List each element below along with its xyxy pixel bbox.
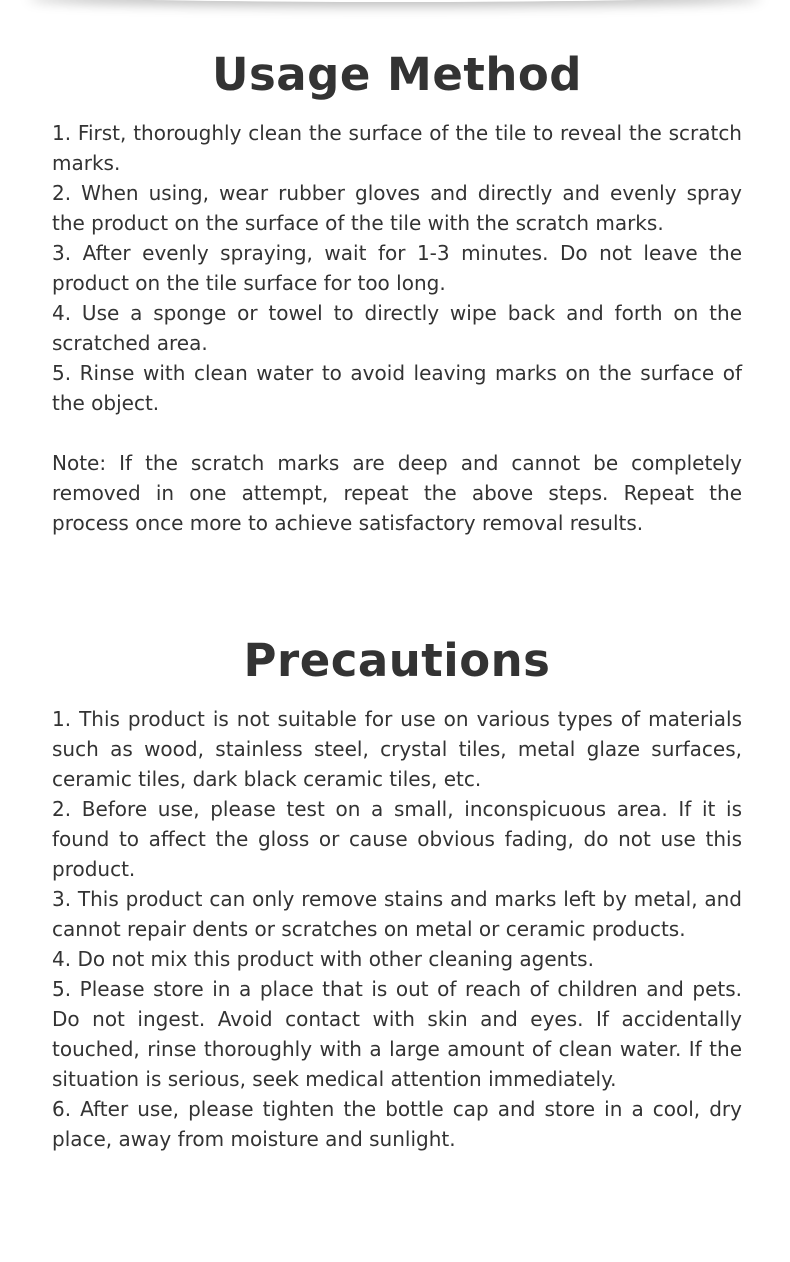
usage-step: 5. Rinse with clean water to avoid leaving marks on the surface of the object. bbox=[52, 361, 742, 415]
precautions-list bbox=[52, 704, 742, 1154]
usage-step: 4. Use a sponge or towel to directly wipe back and forth on the scratched area. bbox=[52, 301, 742, 355]
precaution-item: 5. Please store in a place that is out of reach of children and pets. Do not ingest. Avoid contact with skin and eyes. If accidentally touched, rinse thoroughly with a large amount of clean water. If the situation is serious, seek medical attention immediately. bbox=[52, 977, 742, 1091]
precaution-item: 1. This product is not suitable for use on various types of materials such as wood, stainless steel, crystal tiles, metal glaze surfaces, ceramic tiles, dark black ceramic tiles, etc. bbox=[52, 707, 742, 791]
precaution-item: 3. This product can only remove stains and marks left by metal, and cannot repair dents or scratches on metal or ceramic products. bbox=[52, 887, 742, 941]
precautions-title: Precautions bbox=[243, 634, 551, 687]
precaution-item: 6. After use, please tighten the bottle cap and store in a cool, dry place, away from moisture and sunlight. bbox=[52, 1097, 742, 1151]
usage-note: Note: If the scratch marks are deep and cannot be completely removed in one attempt, repeat the above steps. Repeat the process once more to achieve satisfactory removal results. bbox=[52, 451, 742, 535]
precautions-section bbox=[52, 634, 742, 1154]
precaution-item: 4. Do not mix this product with other cleaning agents. bbox=[52, 947, 594, 971]
usage-method-section bbox=[52, 48, 742, 538]
usage-step: 1. First, thoroughly clean the surface of the tile to reveal the scratch marks. bbox=[52, 121, 742, 175]
top-edge-shadow bbox=[28, 0, 762, 2]
usage-step: 3. After evenly spraying, wait for 1-3 minutes. Do not leave the product on the tile surface for too long. bbox=[52, 241, 742, 295]
usage-steps-list bbox=[52, 118, 742, 538]
usage-method-title: Usage Method bbox=[211, 48, 583, 101]
usage-step: 2. When using, wear rubber gloves and directly and evenly spray the product on the surface of the tile with the scratch marks. bbox=[52, 181, 742, 235]
precaution-item: 2. Before use, please test on a small, inconspicuous area. If it is found to affect the gloss or cause obvious fading, do not use this product. bbox=[52, 797, 742, 881]
